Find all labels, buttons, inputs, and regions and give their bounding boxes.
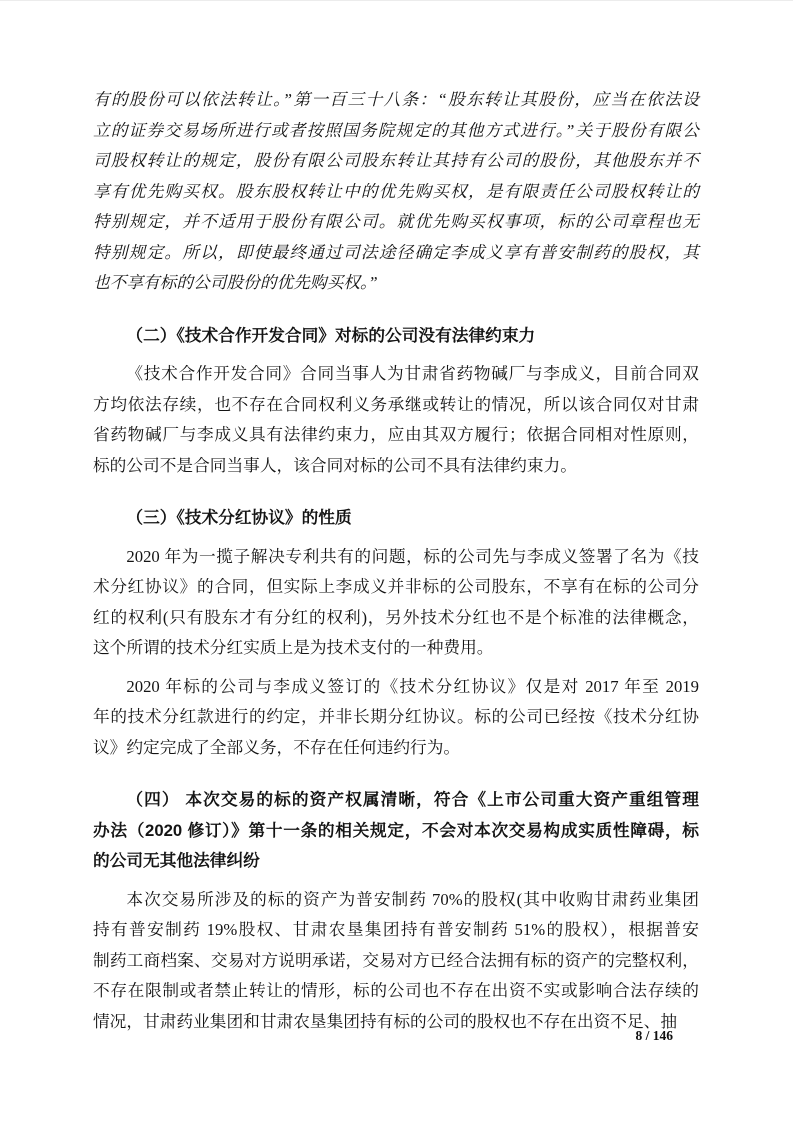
section-heading xyxy=(93,503,699,534)
paragraph xyxy=(93,885,699,1038)
text-line: 术分红协议》的合同，但实际上李成义并非标的公司股东，不享有在标的公司分 xyxy=(93,577,699,596)
text-line: 办法（2020 修订）》第十一条的相关规定，不会对本次交易构成实质性障碍，标 xyxy=(93,820,699,840)
text-line: 制药工商档案、交易对方说明承诺，交易对方已经合法拥有标的资产的完整权利， xyxy=(93,950,699,970)
text-line: 2020 年为一揽子解决专利共有的问题，标的公司先与李成义签署了名为《技 xyxy=(126,546,699,566)
text-line: 也不享有标的公司股份的优先购买权。” xyxy=(93,273,378,292)
text-line: 的公司无其他法律纠纷 xyxy=(93,851,260,870)
text-line: 年的技术分红款进行的约定，并非长期分红协议。标的公司已经按《技术分红协 xyxy=(93,707,699,726)
paragraph xyxy=(93,542,699,664)
paragraph xyxy=(93,359,699,481)
text-line: （四） 本次交易的标的资产权属清晰，符合《上市公司重大资产重组管理 xyxy=(126,790,699,809)
paragraph xyxy=(93,85,699,299)
text-line: 司股权转让的规定，股份有限公司股东转让其持有公司的股份，其他股东并不 xyxy=(93,151,699,170)
text-line: 不存在限制或者禁止转让的情形，标的公司也不存在出资不实或影响合法存续的 xyxy=(93,981,699,1000)
text-line: 方均依法存续，也不存在合同权利义务承继或转让的情况，所以该合同仅对甘肃 xyxy=(93,394,699,414)
text-line: 本次交易所涉及的标的资产为普安制药 70%的股权(其中收购甘肃药业集团 xyxy=(126,889,699,909)
text-line: （三）《技术分红协议》的性质 xyxy=(126,508,352,527)
text-line: （二）《技术合作开发合同》对标的公司没有法律约束力 xyxy=(126,325,536,345)
text-line: 《技术合作开发合同》合同当事人为甘肃省药物碱厂与李成义，目前合同双 xyxy=(126,364,699,383)
paragraph xyxy=(93,672,699,764)
text-line: 标的公司不是合同当事人，该合同对标的公司不具有法律约束力。 xyxy=(93,455,577,475)
text-line: 持有普安制药 19%股权、甘肃农垦集团持有普安制药 51%的股权），根据普安 xyxy=(93,920,699,939)
section-heading xyxy=(93,785,699,877)
text-line: 特别规定，并不适用于股份有限公司。就优先购买权事项，标的公司章程也无 xyxy=(93,212,699,231)
document-body xyxy=(93,85,699,1045)
text-line: 省药物碱厂与李成义具有法律约束力，应由其双方履行；依据合同相对性原则， xyxy=(93,425,699,444)
text-line: 这个所谓的技术分红实质上是为技术支付的一种费用。 xyxy=(93,638,494,657)
section-heading xyxy=(93,321,699,352)
text-line: 红的权利(只有股东才有分红的权利)，另外技术分红也不是个标准的法律概念， xyxy=(93,607,699,627)
page-number: 8 / 146 xyxy=(635,1028,673,1043)
text-line: 议》约定完成了全部义务，不存在任何违约行为。 xyxy=(93,737,461,757)
text-line: 有的股份可以依法转让。”第一百三十八条：“股东转让其股份，应当在依法设 xyxy=(93,90,699,109)
text-line: 享有优先购买权。股东股权转让中的优先购买权，是有限责任公司股权转让的 xyxy=(93,181,699,201)
text-line: 立的证券交易场所进行或者按照国务院规定的其他方式进行。”关于股份有限公 xyxy=(93,120,699,140)
text-line: 情况，甘肃药业集团和甘肃农垦集团持有标的公司的股权也不存在出资不足、抽 xyxy=(93,1011,678,1031)
text-line: 2020 年标的公司与李成义签订的《技术分红协议》仅是对 2017 年至 2019 xyxy=(126,676,699,696)
text-line: 特别规定。所以，即使最终通过司法途径确定李成义享有普安制药的股权，其 xyxy=(93,242,699,262)
